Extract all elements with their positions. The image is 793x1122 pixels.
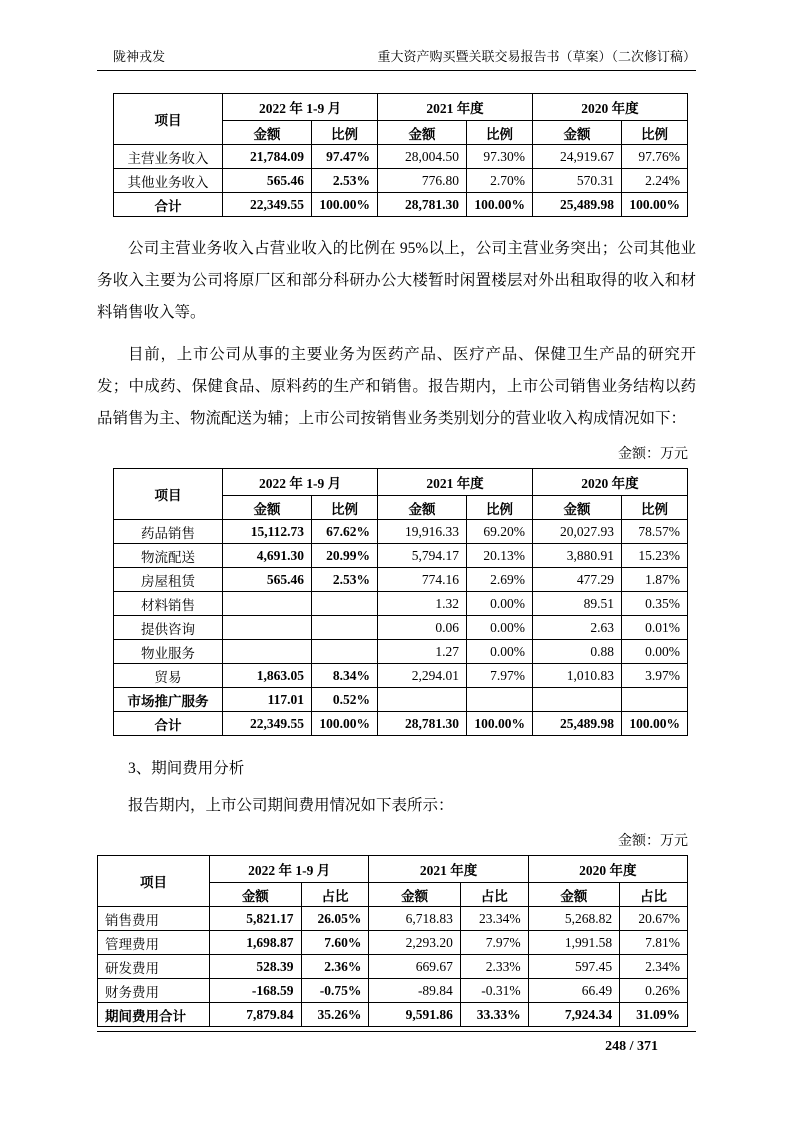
period-expense-table bbox=[97, 855, 688, 1027]
col-header-ratio: 占比 bbox=[460, 883, 528, 907]
amount-cell: 1,991.58 bbox=[528, 931, 619, 955]
col-header-amount: 金额 bbox=[210, 883, 301, 907]
ratio-cell: 20.67% bbox=[620, 907, 688, 931]
col-header-amount: 金额 bbox=[532, 496, 621, 520]
ratio-cell: 1.87% bbox=[621, 568, 687, 592]
row-label: 市场推广服务 bbox=[114, 688, 223, 712]
col-header-item: 项目 bbox=[98, 856, 210, 907]
row-label: 销售费用 bbox=[98, 907, 210, 931]
col-header-item: 项目 bbox=[114, 469, 223, 520]
row-label: 材料销售 bbox=[114, 592, 223, 616]
ratio-cell: 100.00% bbox=[621, 712, 687, 736]
row-label: 提供咨询 bbox=[114, 616, 223, 640]
ratio-cell: 35.26% bbox=[301, 1003, 369, 1027]
ratio-cell: 78.57% bbox=[621, 520, 687, 544]
amount-cell: 477.29 bbox=[532, 568, 621, 592]
amount-cell: 24,919.67 bbox=[532, 145, 621, 169]
ratio-cell: 97.76% bbox=[621, 145, 687, 169]
row-label: 房屋租赁 bbox=[114, 568, 223, 592]
amount-cell: 0.88 bbox=[532, 640, 621, 664]
ratio-cell: 0.52% bbox=[312, 688, 378, 712]
table-row bbox=[114, 616, 688, 640]
ratio-cell: 7.81% bbox=[620, 931, 688, 955]
amount-cell: 6,718.83 bbox=[369, 907, 460, 931]
amount-cell: 565.46 bbox=[223, 169, 312, 193]
col-header-amount: 金额 bbox=[369, 883, 460, 907]
amount-cell: 28,781.30 bbox=[378, 193, 467, 217]
amount-cell: 3,880.91 bbox=[532, 544, 621, 568]
row-label: 合计 bbox=[114, 193, 223, 217]
row-label: 贸易 bbox=[114, 664, 223, 688]
ratio-cell: 7.97% bbox=[460, 931, 528, 955]
table-row bbox=[98, 979, 688, 1003]
header-document-title: 重大资产购买暨关联交易报告书（草案）（二次修订稿） bbox=[377, 49, 696, 64]
col-header-ratio: 比例 bbox=[312, 121, 378, 145]
ratio-cell: 15.23% bbox=[621, 544, 687, 568]
col-header-ratio: 比例 bbox=[466, 121, 532, 145]
ratio-cell: 0.00% bbox=[621, 640, 687, 664]
amount-cell: 25,489.98 bbox=[532, 712, 621, 736]
col-header-period-2022: 2022 年 1-9 月 bbox=[223, 469, 378, 496]
amount-cell: 66.49 bbox=[528, 979, 619, 1003]
amount-cell: 776.80 bbox=[378, 169, 467, 193]
ratio-cell: 7.97% bbox=[466, 664, 532, 688]
paragraph-revenue-analysis: 公司主营业务收入占营业收入的比例在 95%以上，公司主营业务突出；公司其他业务收入主要为公司将原厂区和部分科研办公大楼暂时闲置楼层对外出租取得的收入和材料销售收入等。 bbox=[97, 240, 696, 321]
amount-cell: 5,821.17 bbox=[210, 907, 301, 931]
col-header-period-2020: 2020 年度 bbox=[532, 94, 687, 121]
section-heading-expense-analysis: 3、期间费用分析 bbox=[128, 760, 245, 777]
ratio-cell bbox=[621, 688, 687, 712]
amount-cell: 5,268.82 bbox=[528, 907, 619, 931]
ratio-cell: 97.30% bbox=[466, 145, 532, 169]
ratio-cell: 100.00% bbox=[466, 712, 532, 736]
paragraph-expense-intro: 报告期内，上市公司期间费用情况如下表所示： bbox=[128, 797, 454, 814]
col-header-ratio: 比例 bbox=[312, 496, 378, 520]
amount-cell: 4,691.30 bbox=[223, 544, 312, 568]
row-label: 物流配送 bbox=[114, 544, 223, 568]
page-footer bbox=[97, 1031, 696, 1055]
table-row bbox=[114, 145, 688, 169]
ratio-cell: 2.36% bbox=[301, 955, 369, 979]
ratio-cell: 2.33% bbox=[460, 955, 528, 979]
amount-cell: 1.32 bbox=[378, 592, 467, 616]
amount-cell: 565.46 bbox=[223, 568, 312, 592]
col-header-ratio: 比例 bbox=[621, 496, 687, 520]
col-header-amount: 金额 bbox=[532, 121, 621, 145]
amount-cell: 669.67 bbox=[369, 955, 460, 979]
amount-cell: -89.84 bbox=[369, 979, 460, 1003]
amount-cell: 25,489.98 bbox=[532, 193, 621, 217]
amount-cell: 1,698.87 bbox=[210, 931, 301, 955]
row-label: 财务费用 bbox=[98, 979, 210, 1003]
amount-cell bbox=[223, 592, 312, 616]
row-label: 物业服务 bbox=[114, 640, 223, 664]
row-label: 管理费用 bbox=[98, 931, 210, 955]
table-row bbox=[98, 907, 688, 931]
table-header-row bbox=[114, 469, 688, 496]
amount-cell: 528.39 bbox=[210, 955, 301, 979]
ratio-cell: 2.53% bbox=[312, 568, 378, 592]
table-row bbox=[114, 688, 688, 712]
ratio-cell: -0.75% bbox=[301, 979, 369, 1003]
amount-cell: 774.16 bbox=[378, 568, 467, 592]
amount-cell: 20,027.93 bbox=[532, 520, 621, 544]
amount-cell: 1,010.83 bbox=[532, 664, 621, 688]
table-row bbox=[114, 712, 688, 736]
ratio-cell: 2.34% bbox=[620, 955, 688, 979]
amount-cell: 19,916.33 bbox=[378, 520, 467, 544]
ratio-cell: 0.26% bbox=[620, 979, 688, 1003]
col-header-period-2021: 2021 年度 bbox=[378, 469, 533, 496]
amount-cell: 1,863.05 bbox=[223, 664, 312, 688]
amount-cell: 7,879.84 bbox=[210, 1003, 301, 1027]
ratio-cell: 33.33% bbox=[460, 1003, 528, 1027]
table-row bbox=[114, 193, 688, 217]
col-header-ratio: 比例 bbox=[466, 496, 532, 520]
ratio-cell: 7.60% bbox=[301, 931, 369, 955]
amount-cell: 89.51 bbox=[532, 592, 621, 616]
ratio-cell: 97.47% bbox=[312, 145, 378, 169]
page-header bbox=[97, 46, 696, 71]
row-label: 研发费用 bbox=[98, 955, 210, 979]
table-row bbox=[114, 544, 688, 568]
ratio-cell: 23.34% bbox=[460, 907, 528, 931]
col-header-period-2022: 2022 年 1-9 月 bbox=[223, 94, 378, 121]
table-header-row bbox=[98, 856, 688, 883]
ratio-cell: 0.01% bbox=[621, 616, 687, 640]
col-header-amount: 金额 bbox=[378, 496, 467, 520]
amount-cell: 570.31 bbox=[532, 169, 621, 193]
ratio-cell bbox=[312, 616, 378, 640]
amount-cell: 21,784.09 bbox=[223, 145, 312, 169]
ratio-cell: 100.00% bbox=[312, 193, 378, 217]
col-header-period-2022: 2022 年 1-9 月 bbox=[210, 856, 369, 883]
revenue-summary-table bbox=[113, 93, 688, 217]
col-header-ratio: 比例 bbox=[621, 121, 687, 145]
amount-cell: 597.45 bbox=[528, 955, 619, 979]
amount-cell: 22,349.55 bbox=[223, 712, 312, 736]
ratio-cell: 20.13% bbox=[466, 544, 532, 568]
col-header-amount: 金额 bbox=[223, 496, 312, 520]
col-header-item: 项目 bbox=[114, 94, 223, 145]
table-row bbox=[98, 931, 688, 955]
table-row bbox=[114, 592, 688, 616]
ratio-cell: 0.00% bbox=[466, 640, 532, 664]
row-label: 药品销售 bbox=[114, 520, 223, 544]
ratio-cell bbox=[312, 592, 378, 616]
table-row bbox=[114, 664, 688, 688]
row-label: 主营业务收入 bbox=[114, 145, 223, 169]
ratio-cell: 100.00% bbox=[312, 712, 378, 736]
amount-cell bbox=[378, 688, 467, 712]
ratio-cell bbox=[312, 640, 378, 664]
col-header-period-2020: 2020 年度 bbox=[528, 856, 687, 883]
ratio-cell: 100.00% bbox=[621, 193, 687, 217]
amount-cell: 2,294.01 bbox=[378, 664, 467, 688]
col-header-period-2020: 2020 年度 bbox=[532, 469, 687, 496]
col-header-ratio: 占比 bbox=[620, 883, 688, 907]
ratio-cell: 2.24% bbox=[621, 169, 687, 193]
table-row bbox=[114, 568, 688, 592]
amount-cell: 1.27 bbox=[378, 640, 467, 664]
row-label: 合计 bbox=[114, 712, 223, 736]
paragraph-business-description: 目前，上市公司从事的主要业务为医药产品、医疗产品、保健卫生产品的研究开发；中成药、保健食品、原料药的生产和销售。报告期内，上市公司销售业务结构以药品销售为主、物流配送为辅；上市公司按销售业务类别划分的营业收入构成情况如下： bbox=[97, 346, 696, 427]
table-row bbox=[114, 640, 688, 664]
table-row bbox=[114, 169, 688, 193]
ratio-cell: 69.20% bbox=[466, 520, 532, 544]
amount-cell: -168.59 bbox=[210, 979, 301, 1003]
ratio-cell: 0.00% bbox=[466, 616, 532, 640]
ratio-cell: 2.53% bbox=[312, 169, 378, 193]
col-header-period-2021: 2021 年度 bbox=[369, 856, 528, 883]
table-row bbox=[114, 520, 688, 544]
ratio-cell bbox=[466, 688, 532, 712]
amount-cell bbox=[223, 640, 312, 664]
amount-cell bbox=[532, 688, 621, 712]
amount-cell: 22,349.55 bbox=[223, 193, 312, 217]
ratio-cell: 26.05% bbox=[301, 907, 369, 931]
amount-cell: 117.01 bbox=[223, 688, 312, 712]
unit-label-2: 金额：万元 bbox=[618, 834, 688, 849]
ratio-cell: 2.70% bbox=[466, 169, 532, 193]
table-row bbox=[98, 1003, 688, 1027]
ratio-cell: 2.69% bbox=[466, 568, 532, 592]
page-number: 248 / 371 bbox=[605, 1039, 658, 1054]
amount-cell: 7,924.34 bbox=[528, 1003, 619, 1027]
table-row bbox=[98, 955, 688, 979]
ratio-cell: 3.97% bbox=[621, 664, 687, 688]
row-label: 其他业务收入 bbox=[114, 169, 223, 193]
amount-cell bbox=[223, 616, 312, 640]
ratio-cell: 31.09% bbox=[620, 1003, 688, 1027]
header-company-name: 陇神戎发 bbox=[113, 49, 166, 64]
col-header-ratio: 占比 bbox=[301, 883, 369, 907]
col-header-amount: 金额 bbox=[223, 121, 312, 145]
row-label: 期间费用合计 bbox=[98, 1003, 210, 1027]
amount-cell: 15,112.73 bbox=[223, 520, 312, 544]
unit-label-1: 金额：万元 bbox=[618, 447, 688, 462]
amount-cell: 28,781.30 bbox=[378, 712, 467, 736]
ratio-cell: 8.34% bbox=[312, 664, 378, 688]
col-header-period-2021: 2021 年度 bbox=[378, 94, 533, 121]
ratio-cell: 100.00% bbox=[466, 193, 532, 217]
table-header-row bbox=[114, 94, 688, 121]
amount-cell: 5,794.17 bbox=[378, 544, 467, 568]
ratio-cell: 20.99% bbox=[312, 544, 378, 568]
ratio-cell: 67.62% bbox=[312, 520, 378, 544]
col-header-amount: 金额 bbox=[378, 121, 467, 145]
amount-cell: 2,293.20 bbox=[369, 931, 460, 955]
amount-cell: 2.63 bbox=[532, 616, 621, 640]
ratio-cell: -0.31% bbox=[460, 979, 528, 1003]
col-header-amount: 金额 bbox=[528, 883, 619, 907]
ratio-cell: 0.35% bbox=[621, 592, 687, 616]
amount-cell: 28,004.50 bbox=[378, 145, 467, 169]
ratio-cell: 0.00% bbox=[466, 592, 532, 616]
revenue-by-category-table bbox=[113, 468, 688, 736]
amount-cell: 9,591.86 bbox=[369, 1003, 460, 1027]
amount-cell: 0.06 bbox=[378, 616, 467, 640]
